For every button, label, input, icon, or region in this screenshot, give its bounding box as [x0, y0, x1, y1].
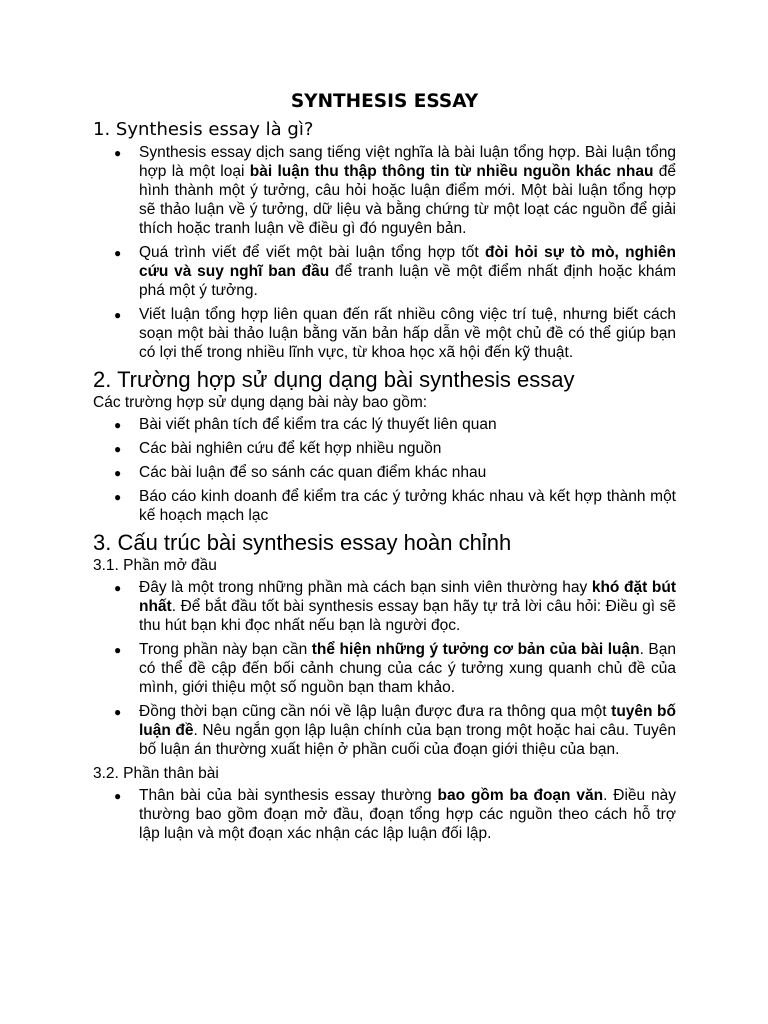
bullet-icon: ●: [114, 643, 122, 657]
section-2-heading: 2. Trường hợp sử dụng dạng bài synthesis essay: [93, 367, 575, 392]
subsection-3-2-heading: 3.2. Phần thân bài: [93, 765, 219, 782]
list-item: ● Bài viết phân tích để kiểm tra các lý thuyết liên quan: [114, 416, 497, 433]
bullet-icon: ●: [114, 442, 122, 456]
bullet-icon: ●: [114, 490, 122, 504]
list-item: ● Các bài luận để so sánh các quan điểm khác nhau: [114, 464, 487, 481]
list-item: ● Đồng thời bạn cũng cần nói về lập luận được đưa ra thông qua một tuyên bố luận đề. Nêu ngắn gọn lập luận chính của bạn trong một hoặc hai câu. Tuyên bố luận án thường xuất hiện ở phần cuối của đoạn giới thiệu của bạn.: [114, 703, 676, 758]
bullet-icon: ●: [114, 581, 122, 595]
bullet-icon: ●: [114, 308, 122, 322]
bullet-icon: ●: [114, 418, 122, 432]
section-1-heading: 1. Synthesis essay là gì?: [93, 119, 314, 140]
document-title: SYNTHESIS ESSAY: [290, 91, 479, 112]
document-page: [93, 90, 676, 848]
section-2-intro: Các trường hợp sử dụng dạng bài này bao gồm:: [93, 394, 428, 411]
section-1-list: [93, 143, 676, 362]
bullet-icon: ●: [114, 705, 122, 719]
bullet-icon: ●: [114, 789, 122, 803]
subsection-3-2-list: [93, 786, 676, 843]
list-item: ● Viết luận tổng hợp liên quan đến rất nhiều công việc trí tuệ, nhưng biết cách soạn một bài thảo luận bằng văn bản hấp dẫn về một chủ đề có thể giúp bạn có lợi thế trong nhiều lĩnh vực, từ khoa học xã hội đến kỹ thuật.: [114, 306, 676, 361]
section-2-list: [93, 415, 676, 525]
bullet-icon: ●: [114, 146, 122, 160]
list-item: ● Quá trình viết để viết một bài luận tổng hợp tốt đòi hỏi sự tò mò, nghiên cứu và suy nghĩ ban đầu để tranh luận về một điểm nhất định hoặc khám phá một ý tưởng.: [114, 244, 676, 299]
list-item: ● Trong phần này bạn cần thể hiện những ý tưởng cơ bản của bài luận. Bạn có thể đề cập đến bối cảnh chung của các ý tưởng xung quanh chủ đề của mình, giới thiệu một số nguồn bạn tham khảo.: [114, 641, 676, 696]
list-item: ● Báo cáo kinh doanh để kiểm tra các ý tưởng khác nhau và kết hợp thành một kế hoạch mạch lạc: [114, 488, 676, 524]
section-3-heading: 3. Cấu trúc bài synthesis essay hoàn chỉnh: [93, 530, 512, 555]
subsection-3-1-list: [93, 578, 676, 759]
list-item: ● Synthesis essay dịch sang tiếng việt nghĩa là bài luận tổng hợp. Bài luận tổng hợp là một loại bài luận thu thập thông tin từ nhiều nguồn khác nhau để hình thành một ý tưởng, câu hỏi hoặc luận điểm mới. Một bài luận tổng hợp sẽ thảo luận về ý tưởng, dữ liệu và bằng chứng từ một loạt các nguồn để giải thích hoặc tranh luận về điều gì đó nguyên bản.: [114, 144, 676, 237]
subsection-3-1-heading: 3.1. Phần mở đầu: [93, 557, 217, 574]
list-item: ● Đây là một trong những phần mà cách bạn sinh viên thường hay khó đặt bút nhất. Để bắt đầu tốt bài synthesis essay bạn hãy tự trả lời câu hỏi: Điều gì sẽ thu hút bạn khi đọc nhất nếu bạn là người đọc.: [114, 579, 676, 634]
list-item: ● Thân bài của bài synthesis essay thường bao gồm ba đoạn văn. Điều này thường bao gồm đoạn mở đầu, đoạn tổng hợp các nguồn theo cách hỗ trợ lập luận và một đoạn xác nhận các lập luận đối lập.: [114, 787, 676, 842]
bullet-icon: ●: [114, 466, 122, 480]
list-item: ● Các bài nghiên cứu để kết hợp nhiều nguồn: [114, 440, 442, 457]
bullet-icon: ●: [114, 246, 122, 260]
